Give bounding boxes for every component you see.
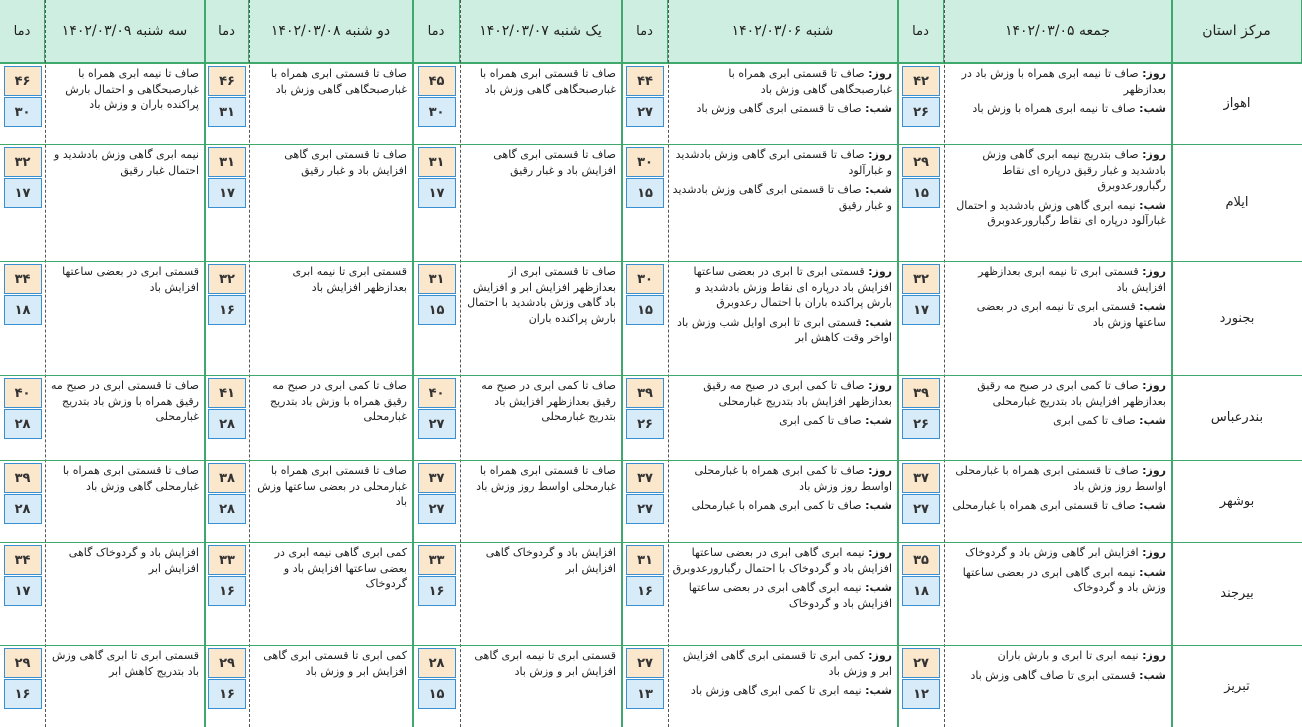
max-temp: ۳۹ — [4, 463, 42, 493]
forecast-description — [668, 460, 898, 542]
min-temp: ۲۶ — [902, 409, 940, 439]
day-label: روز: — [1142, 649, 1166, 662]
day-forecast — [948, 264, 1166, 295]
night-forecast — [672, 580, 892, 611]
forecast-description — [668, 542, 898, 645]
forecast-text: قسمتی ابری در بعضی ساعتها افزایش باد — [62, 265, 199, 294]
province-name: بوشهر — [1219, 493, 1255, 509]
day-forecast-text: افزایش ابر گاهی وزش باد و گردوخاک — [965, 546, 1139, 559]
min-temp: ۱۳ — [626, 679, 664, 709]
max-temp: ۳۲ — [902, 264, 940, 294]
max-temp: ۲۹ — [208, 648, 246, 678]
forecast-text: صاف تا قسمتی ابری همراه با غبارصبحگاهی گاهی وزش باد — [270, 67, 407, 96]
day-label: روز: — [1142, 464, 1166, 477]
max-temp: ۳۷ — [902, 463, 940, 493]
forecast-text: کمی ابری تا قسمتی ابری گاهی افزایش ابر و وزش باد — [263, 649, 407, 678]
header-day-date: یک شنبه ۱۴۰۲/۰۳/۰۷ — [460, 0, 622, 63]
province-name: بندرعباس — [1210, 410, 1264, 425]
day-forecast-text: نیمه ابری گاهی ابری در بعضی ساعتها افزایش باد و گردوخاک با احتمال رگبارورعدوبرق — [672, 546, 892, 575]
min-temp: ۳۰ — [4, 97, 42, 127]
day-forecast — [672, 378, 892, 409]
province-name: بجنورد — [1219, 310, 1255, 326]
forecast-text: افزایش باد و گردوخاک گاهی افزایش ابر — [68, 546, 199, 575]
day-label: روز: — [1142, 265, 1166, 278]
night-forecast-text: صاف تا نیمه ابری همراه با وزش باد — [972, 102, 1136, 115]
night-label: شب: — [1139, 668, 1166, 682]
day-label: روز: — [1142, 546, 1166, 559]
night-label: شب: — [1139, 198, 1166, 212]
night-label: شب: — [865, 183, 892, 196]
forecast-description — [45, 460, 205, 542]
night-label: شب: — [1139, 565, 1166, 579]
night-forecast-text: صاف تا قسمتی ابری همراه با غبارمحلی — [952, 499, 1136, 512]
header-province-label: مرکز استان — [1172, 0, 1302, 63]
min-temp: ۲۷ — [902, 494, 940, 524]
day-forecast-text: صاف تا نیمه ابری همراه با وزش باد در بعدازظهر — [961, 67, 1166, 96]
forecast-text: صاف تا قسمتی ابری همراه با غبارمحلی در بعضی ساعتها وزش باد — [257, 464, 407, 508]
day-forecast — [948, 463, 1166, 494]
header-day-date: شنبه ۱۴۰۲/۰۳/۰۶ — [668, 0, 898, 63]
max-temp: ۲۸ — [418, 648, 456, 678]
day-forecast-text: صاف تا قسمتی ابری همراه با غبارمحلی اواسط روز وزش باد — [955, 464, 1166, 493]
forecast-text: صاف تا قسمتی ابری گاهی افزایش باد و غبار رقیق — [284, 148, 407, 177]
min-temp: ۲۷ — [626, 97, 664, 127]
night-label: شب: — [865, 499, 892, 512]
night-forecast-text: نیمه ابری گاهی ابری در بعضی ساعتها افزایش باد و گردوخاک — [688, 581, 892, 610]
forecast-description — [460, 261, 622, 375]
min-temp: ۱۷ — [4, 178, 42, 208]
day-forecast — [672, 66, 892, 97]
max-temp: ۴۵ — [418, 66, 456, 96]
forecast-description — [944, 375, 1172, 460]
day-label: روز: — [868, 464, 892, 477]
max-temp: ۲۹ — [4, 648, 42, 678]
night-forecast — [948, 413, 1166, 429]
max-temp: ۳۲ — [208, 264, 246, 294]
max-temp: ۳۳ — [418, 545, 456, 575]
day-label: روز: — [868, 379, 892, 392]
forecast-description — [944, 261, 1172, 375]
forecast-description — [944, 645, 1172, 727]
forecast-description — [460, 460, 622, 542]
min-temp: ۲۸ — [4, 409, 42, 439]
max-temp: ۳۴ — [4, 264, 42, 294]
night-forecast-text: نیمه ابری تا کمی ابری گاهی وزش باد — [690, 684, 862, 697]
forecast-description — [668, 261, 898, 375]
forecast-text: صاف تا قسمتی ابری از بعدازظهر افزایش ابر و افزایش باد گاهی وزش بادشدید با احتمال بارش پراکنده باران — [467, 265, 616, 325]
province-name: اهواز — [1223, 96, 1251, 111]
night-label: شب: — [865, 684, 892, 697]
min-temp: ۱۶ — [626, 576, 664, 606]
min-temp: ۱۶ — [418, 576, 456, 606]
min-temp: ۲۷ — [418, 409, 456, 439]
night-forecast — [948, 668, 1166, 684]
max-temp: ۳۱ — [418, 147, 456, 177]
night-label: شب: — [1139, 499, 1166, 512]
night-forecast-text: نیمه ابری گاهی ابری در بعضی ساعتها وزش باد و گردوخاک — [962, 565, 1166, 594]
day-forecast — [672, 147, 892, 178]
min-temp: ۱۶ — [208, 679, 246, 709]
night-forecast — [948, 198, 1166, 229]
day-forecast — [948, 545, 1166, 561]
forecast-description — [460, 645, 622, 727]
max-temp: ۴۰ — [4, 378, 42, 408]
max-temp: ۳۵ — [902, 545, 940, 575]
day-forecast — [672, 264, 892, 311]
min-temp: ۲۷ — [418, 494, 456, 524]
day-forecast — [672, 545, 892, 576]
min-temp: ۱۷ — [4, 576, 42, 606]
min-temp: ۲۸ — [208, 494, 246, 524]
min-temp: ۱۵ — [902, 178, 940, 208]
forecast-description — [460, 542, 622, 645]
day-forecast-text: کمی ابری تا قسمتی ابری گاهی افزایش ابر و وزش باد — [682, 649, 892, 678]
header-temp-label: دما — [622, 0, 668, 63]
night-forecast — [948, 565, 1166, 596]
night-forecast-text: صاف تا قسمتی ابری گاهی وزش بادشدید و غبار رقیق — [672, 183, 892, 212]
day-forecast-text: نیمه ابری تا ابری و بارش باران — [997, 649, 1139, 662]
forecast-text: صاف تا قسمتی ابری همراه با غبارصبحگاهی گاهی وزش باد — [479, 67, 616, 96]
forecast-description — [460, 375, 622, 460]
night-forecast — [672, 413, 892, 429]
forecast-text: قسمتی ابری تا نیمه ابری گاهی افزایش ابر و وزش باد — [474, 649, 616, 678]
min-temp: ۱۷ — [902, 295, 940, 325]
night-forecast-text: صاف تا کمی ابری — [1053, 414, 1136, 427]
forecast-description — [45, 542, 205, 645]
min-temp: ۱۵ — [626, 178, 664, 208]
night-forecast-text: صاف تا کمی ابری — [779, 414, 862, 427]
max-temp: ۳۸ — [208, 463, 246, 493]
forecast-text: نیمه ابری گاهی وزش بادشدید و احتمال غبار رقیق — [54, 148, 199, 177]
forecast-description — [249, 645, 413, 727]
max-temp: ۳۹ — [626, 378, 664, 408]
day-label: روز: — [868, 67, 892, 80]
province-name: بیرجند — [1220, 586, 1254, 601]
province-name: تبریز — [1224, 678, 1250, 694]
night-label: شب: — [865, 102, 892, 115]
forecast-description — [668, 375, 898, 460]
min-temp: ۱۶ — [208, 295, 246, 325]
forecast-text: صاف تا نیمه ابری همراه با غبارصبحگاهی و احتمال بارش پراکنده باران و وزش باد — [65, 67, 199, 111]
forecast-text: قسمتی ابری تا ابری گاهی وزش باد بتدریج کاهش ابر — [51, 649, 199, 678]
min-temp: ۳۱ — [208, 97, 246, 127]
header-temp-label: دما — [0, 0, 45, 63]
night-forecast — [672, 315, 892, 346]
day-forecast-text: صاف تا کمی ابری در صبح مه رقیق بعدازظهر افزایش باد بتدریج غبارمحلی — [977, 379, 1166, 408]
min-temp: ۲۸ — [4, 494, 42, 524]
forecast-text: افزایش باد و گردوخاک گاهی افزایش ابر — [485, 546, 616, 575]
min-temp: ۱۷ — [208, 178, 246, 208]
min-temp: ۱۶ — [4, 679, 42, 709]
day-label: روز: — [868, 649, 892, 662]
min-temp: ۱۶ — [208, 576, 246, 606]
day-forecast-text: صاف تا قسمتی ابری همراه با غبارصبحگاهی گاهی وزش باد — [728, 67, 892, 96]
max-temp: ۳۱ — [626, 545, 664, 575]
max-temp: ۳۰ — [626, 147, 664, 177]
max-temp: ۳۱ — [418, 264, 456, 294]
max-temp: ۴۲ — [902, 66, 940, 96]
night-label: شب: — [1139, 102, 1166, 115]
forecast-description — [45, 645, 205, 727]
max-temp: ۴۰ — [418, 378, 456, 408]
forecast-description — [944, 63, 1172, 144]
day-forecast-text: قسمتی ابری تا ابری در بعضی ساعتها افزایش باد درپاره ای نقاط وزش بادشدید و بارش پراکنده باران با احتمال رعدوبرق — [693, 265, 892, 309]
forecast-text: صاف تا قسمتی ابری گاهی افزایش باد و غبار رقیق — [493, 148, 616, 177]
night-forecast — [672, 182, 892, 213]
day-forecast-text: صاف تا کمی ابری در صبح مه رقیق بعدازظهر افزایش باد بتدریج غبارمحلی — [703, 379, 892, 408]
night-forecast-text: قسمتی ابری تا ابری اوایل شب وزش باد اواخر وقت کاهش ابر — [677, 315, 892, 344]
day-label: روز: — [1142, 148, 1166, 161]
day-label: روز: — [868, 265, 892, 278]
max-temp: ۲۷ — [902, 648, 940, 678]
night-forecast — [672, 683, 892, 699]
min-temp: ۲۶ — [626, 409, 664, 439]
max-temp: ۲۹ — [902, 147, 940, 177]
max-temp: ۳۷ — [626, 463, 664, 493]
min-temp: ۱۲ — [902, 679, 940, 709]
night-forecast — [672, 101, 892, 117]
min-temp: ۲۷ — [626, 494, 664, 524]
header-temp-label: دما — [205, 0, 249, 63]
day-label: روز: — [1142, 379, 1166, 392]
min-temp: ۳۰ — [418, 97, 456, 127]
day-forecast — [948, 648, 1166, 664]
night-forecast — [948, 101, 1166, 117]
day-forecast-text: صاف تا کمی ابری همراه با غبارمحلی اواسط روز وزش باد — [694, 464, 892, 493]
day-forecast — [948, 378, 1166, 409]
header-temp-label: دما — [898, 0, 944, 63]
forecast-description — [460, 63, 622, 144]
night-forecast — [948, 299, 1166, 330]
forecast-description — [460, 144, 622, 261]
day-label: روز: — [1142, 67, 1166, 80]
min-temp: ۲۶ — [902, 97, 940, 127]
header-temp-label: دما — [413, 0, 460, 63]
forecast-description — [249, 375, 413, 460]
max-temp: ۴۶ — [4, 66, 42, 96]
forecast-description — [944, 542, 1172, 645]
forecast-description — [944, 460, 1172, 542]
forecast-description — [45, 63, 205, 144]
day-forecast — [672, 648, 892, 679]
max-temp: ۴۱ — [208, 378, 246, 408]
day-forecast-text: قسمتی ابری تا نیمه ابری بعدازظهر افزایش باد — [978, 265, 1166, 294]
forecast-text: صاف تا قسمتی ابری همراه با غبارمحلی گاهی وزش باد — [62, 464, 199, 493]
forecast-description — [668, 645, 898, 727]
night-forecast-text: صاف تا قسمتی ابری گاهی وزش باد — [696, 102, 862, 115]
night-label: شب: — [865, 581, 892, 594]
night-forecast-text: نیمه ابری گاهی وزش بادشدید و احتمال غبارآلود درپاره ای نقاط رگبارورعدوبرق — [956, 198, 1166, 227]
max-temp: ۴۶ — [208, 66, 246, 96]
max-temp: ۳۹ — [902, 378, 940, 408]
min-temp: ۱۷ — [418, 178, 456, 208]
min-temp: ۱۵ — [418, 295, 456, 325]
forecast-description — [249, 144, 413, 261]
forecast-text: صاف تا کمی ابری در صبح مه رقیق بعدازظهر افزایش باد بتدریج غبارمحلی — [481, 379, 616, 423]
max-temp: ۳۱ — [208, 147, 246, 177]
forecast-description — [668, 63, 898, 144]
night-forecast-text: قسمتی ابری تا صاف گاهی وزش باد — [970, 668, 1136, 682]
night-forecast — [948, 498, 1166, 514]
day-forecast — [948, 147, 1166, 194]
header-day-date: جمعه ۱۴۰۲/۰۳/۰۵ — [944, 0, 1172, 63]
night-label: شب: — [1139, 300, 1166, 313]
min-temp: ۲۸ — [208, 409, 246, 439]
max-temp: ۴۴ — [626, 66, 664, 96]
max-temp: ۳۲ — [4, 147, 42, 177]
forecast-description — [45, 375, 205, 460]
forecast-text: قسمتی ابری تا نیمه ابری بعدازظهر افزایش باد — [292, 265, 407, 294]
max-temp: ۳۷ — [418, 463, 456, 493]
min-temp: ۱۵ — [626, 295, 664, 325]
forecast-description — [668, 144, 898, 261]
day-forecast — [948, 66, 1166, 97]
day-forecast-text: صاف بتدریج نیمه ابری گاهی وزش بادشدید و غبار رقیق درپاره ای نقاط رگبارورعدوبرق — [982, 148, 1166, 192]
night-label: شب: — [1139, 414, 1166, 427]
province-name: ایلام — [1225, 195, 1249, 210]
forecast-text: صاف تا قسمتی ابری در صبح مه رقیق همراه با وزش باد بتدریج غبارمحلی — [51, 379, 199, 423]
night-label: شب: — [865, 414, 892, 427]
day-label: روز: — [868, 148, 892, 161]
forecast-description — [249, 542, 413, 645]
forecast-description — [249, 63, 413, 144]
night-forecast-text: قسمتی ابری تا نیمه ابری در بعضی ساعتها وزش باد — [976, 300, 1166, 329]
day-label: روز: — [868, 546, 892, 559]
forecast-text: صاف تا کمی ابری در صبح مه رقیق همراه با وزش باد بتدریج غبارمحلی — [269, 379, 407, 423]
forecast-description — [45, 261, 205, 375]
max-temp: ۳۴ — [4, 545, 42, 575]
forecast-text: کمی ابری گاهی نیمه ابری در بعضی ساعتها افزایش باد و گردوخاک — [274, 546, 407, 590]
day-forecast-text: صاف تا قسمتی ابری گاهی وزش بادشدید و غبارآلود — [675, 148, 892, 177]
forecast-description — [249, 261, 413, 375]
forecast-description — [249, 460, 413, 542]
day-forecast — [672, 463, 892, 494]
min-temp: ۱۵ — [418, 679, 456, 709]
night-forecast — [672, 498, 892, 514]
night-forecast-text: صاف تا کمی ابری همراه با غبارمحلی — [691, 499, 862, 512]
max-temp: ۳۰ — [626, 264, 664, 294]
forecast-description — [944, 144, 1172, 261]
header-day-date: سه شنبه ۱۴۰۲/۰۳/۰۹ — [45, 0, 205, 63]
forecast-description — [45, 144, 205, 261]
min-temp: ۱۸ — [4, 295, 42, 325]
max-temp: ۳۳ — [208, 545, 246, 575]
max-temp: ۲۷ — [626, 648, 664, 678]
min-temp: ۱۸ — [902, 576, 940, 606]
night-label: شب: — [865, 315, 892, 329]
forecast-text: صاف تا قسمتی ابری همراه با غبارمحلی اواسط روز وزش باد — [476, 464, 616, 493]
header-day-date: دو شنبه ۱۴۰۲/۰۳/۰۸ — [249, 0, 413, 63]
